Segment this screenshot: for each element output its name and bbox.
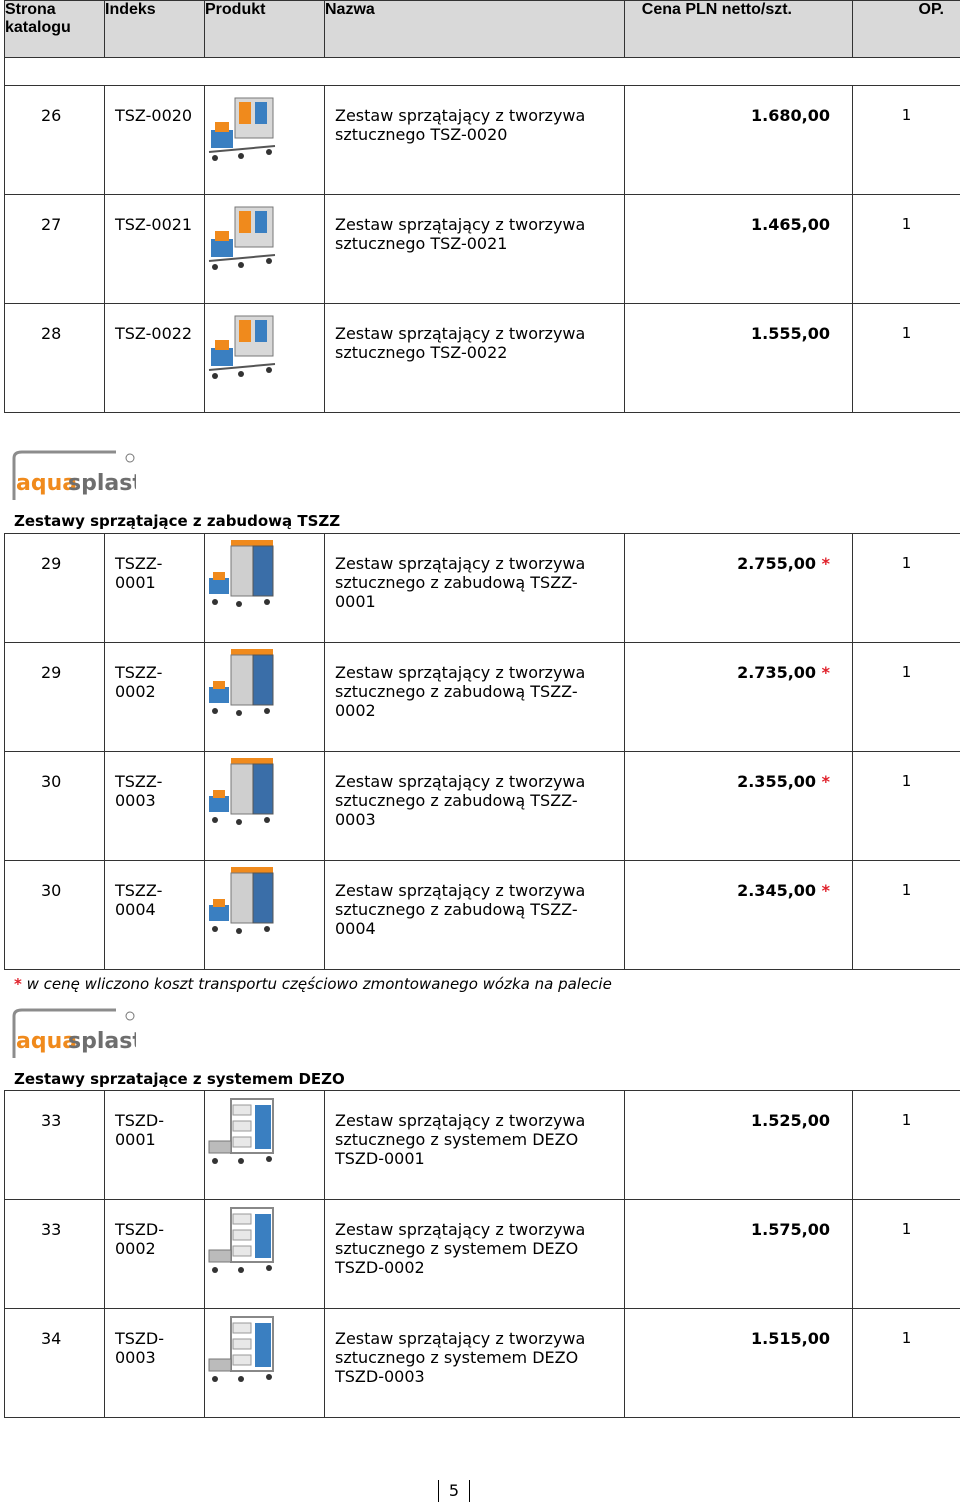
price-star: * xyxy=(821,554,830,573)
header-page: Strona katalogu xyxy=(5,1,105,58)
catalog-page: 29 xyxy=(41,554,62,573)
table-row xyxy=(5,861,960,970)
table-row xyxy=(5,1091,960,1200)
product-image xyxy=(205,261,285,279)
table-row xyxy=(5,86,960,195)
table-row xyxy=(5,643,960,752)
product-image xyxy=(205,370,285,388)
product-index: TSZZ-0002 xyxy=(115,663,163,701)
catalog-page: 28 xyxy=(41,324,62,343)
catalog-page: 30 xyxy=(41,881,62,900)
product-index: TSZD-0003 xyxy=(115,1329,164,1367)
catalog-page: 30 xyxy=(41,772,62,791)
price-star: * xyxy=(821,663,830,682)
product-index: TSZ-0022 xyxy=(115,324,193,343)
aquasplast-logo xyxy=(12,448,136,510)
price-value xyxy=(625,304,852,343)
catalog-page: 27 xyxy=(41,215,62,234)
price-table-3 xyxy=(4,1090,960,1418)
product-name: Zestaw sprzątający z tworzywa sztucznego TSZ-0021 xyxy=(335,215,586,253)
product-image xyxy=(205,709,285,727)
transport-note xyxy=(14,975,612,993)
product-image xyxy=(205,152,285,170)
price-value xyxy=(625,643,852,682)
table-row xyxy=(5,1200,960,1309)
header-product: Produkt xyxy=(205,1,325,58)
price-value xyxy=(625,534,852,573)
product-name: Zestaw sprzątający z tworzywa sztucznego z systemem DEZO TSZD-0001 xyxy=(335,1111,586,1168)
product-index: TSZ-0020 xyxy=(115,106,193,125)
product-index: TSZZ-0001 xyxy=(115,554,163,592)
op-quantity: 1 xyxy=(901,215,912,233)
price-amount: 1.575,00 xyxy=(751,1220,830,1239)
product-image xyxy=(205,1375,285,1393)
catalog-page: 26 xyxy=(41,106,62,125)
catalog-page: 33 xyxy=(41,1220,62,1239)
header-index: Indeks xyxy=(105,1,205,58)
product-index: TSZZ-0004 xyxy=(115,881,163,919)
price-amount: 1.525,00 xyxy=(751,1111,830,1130)
price-amount: 2.735,00 xyxy=(737,663,817,682)
op-quantity: 1 xyxy=(901,663,912,681)
product-image xyxy=(205,1266,285,1284)
product-index: TSZ-0021 xyxy=(115,215,193,234)
product-index: TSZD-0001 xyxy=(115,1111,164,1149)
product-name: Zestaw sprzątający z tworzywa sztucznego z systemem DEZO TSZD-0002 xyxy=(335,1220,586,1277)
product-image xyxy=(205,600,285,618)
product-name: Zestaw sprzątający z tworzywa sztucznego z zabudową TSZZ-0001 xyxy=(335,554,586,611)
table-row xyxy=(5,304,960,413)
product-image xyxy=(205,1157,285,1175)
table-row xyxy=(5,195,960,304)
price-value xyxy=(625,1091,852,1130)
price-amount: 2.755,00 xyxy=(737,554,817,573)
op-quantity: 1 xyxy=(901,324,912,342)
price-value xyxy=(625,861,852,900)
note-text: w cenę wliczono koszt transportu częściowo zmontowanego wózka na palecie xyxy=(21,975,612,993)
price-table-1 xyxy=(4,0,960,413)
op-quantity: 1 xyxy=(901,554,912,572)
op-quantity: 1 xyxy=(901,881,912,899)
op-quantity: 1 xyxy=(901,1220,912,1238)
price-value xyxy=(625,86,852,125)
op-quantity: 1 xyxy=(901,1111,912,1129)
op-quantity: 1 xyxy=(901,106,912,124)
op-quantity: 1 xyxy=(901,1329,912,1347)
product-name: Zestaw sprzątający z tworzywa sztucznego z zabudową TSZZ-0003 xyxy=(335,772,586,829)
table-row xyxy=(5,534,960,643)
price-value xyxy=(625,1309,852,1348)
product-index: TSZD-0002 xyxy=(115,1220,164,1258)
price-table-2 xyxy=(4,533,960,970)
price-amount: 2.355,00 xyxy=(737,772,817,791)
product-image xyxy=(205,818,285,836)
product-name: Zestaw sprzątający z tworzywa sztucznego z zabudową TSZZ-0002 xyxy=(335,663,586,720)
page-number: 5 xyxy=(438,1480,470,1502)
svg-text:aqua: aqua xyxy=(16,1029,78,1054)
product-name: Zestaw sprzątający z tworzywa sztucznego TSZ-0022 xyxy=(335,324,586,362)
section-title-dezo: Zestawy sprzatające z systemem DEZO xyxy=(14,1070,345,1088)
section-title-tszz: Zestawy sprzątające z zabudową TSZZ xyxy=(14,512,341,530)
svg-text:splast: splast xyxy=(68,1029,136,1054)
price-value xyxy=(625,1200,852,1239)
catalog-page: 33 xyxy=(41,1111,62,1130)
catalog-page: 29 xyxy=(41,663,62,682)
price-amount: 2.345,00 xyxy=(737,881,817,900)
price-amount: 1.680,00 xyxy=(751,106,830,125)
price-value xyxy=(625,195,852,234)
header-op: OP. xyxy=(853,1,960,58)
catalog-page: 34 xyxy=(41,1329,62,1348)
op-quantity: 1 xyxy=(901,772,912,790)
header-name: Nazwa xyxy=(325,1,625,58)
price-amount: 1.465,00 xyxy=(751,215,830,234)
product-name: Zestaw sprzątający z tworzywa sztucznego z systemem DEZO TSZD-0003 xyxy=(335,1329,586,1386)
svg-text:aqua: aqua xyxy=(16,471,78,496)
table-row xyxy=(5,752,960,861)
product-name: Zestaw sprzątający z tworzywa sztucznego z zabudową TSZZ-0004 xyxy=(335,881,586,938)
price-star: * xyxy=(821,772,830,791)
price-value xyxy=(625,752,852,791)
header-price: Cena PLN netto/szt. xyxy=(625,1,853,58)
aquasplast-logo-2 xyxy=(12,1006,136,1068)
price-amount: 1.515,00 xyxy=(751,1329,830,1348)
note-star: * xyxy=(14,975,22,993)
table-header-row xyxy=(5,1,960,58)
product-name: Zestaw sprzątający z tworzywa sztucznego TSZ-0020 xyxy=(335,106,586,144)
product-image xyxy=(205,927,285,945)
table-row xyxy=(5,1309,960,1418)
price-star: * xyxy=(821,881,830,900)
product-index: TSZZ-0003 xyxy=(115,772,163,810)
svg-text:splast: splast xyxy=(68,471,136,496)
price-amount: 1.555,00 xyxy=(751,324,830,343)
